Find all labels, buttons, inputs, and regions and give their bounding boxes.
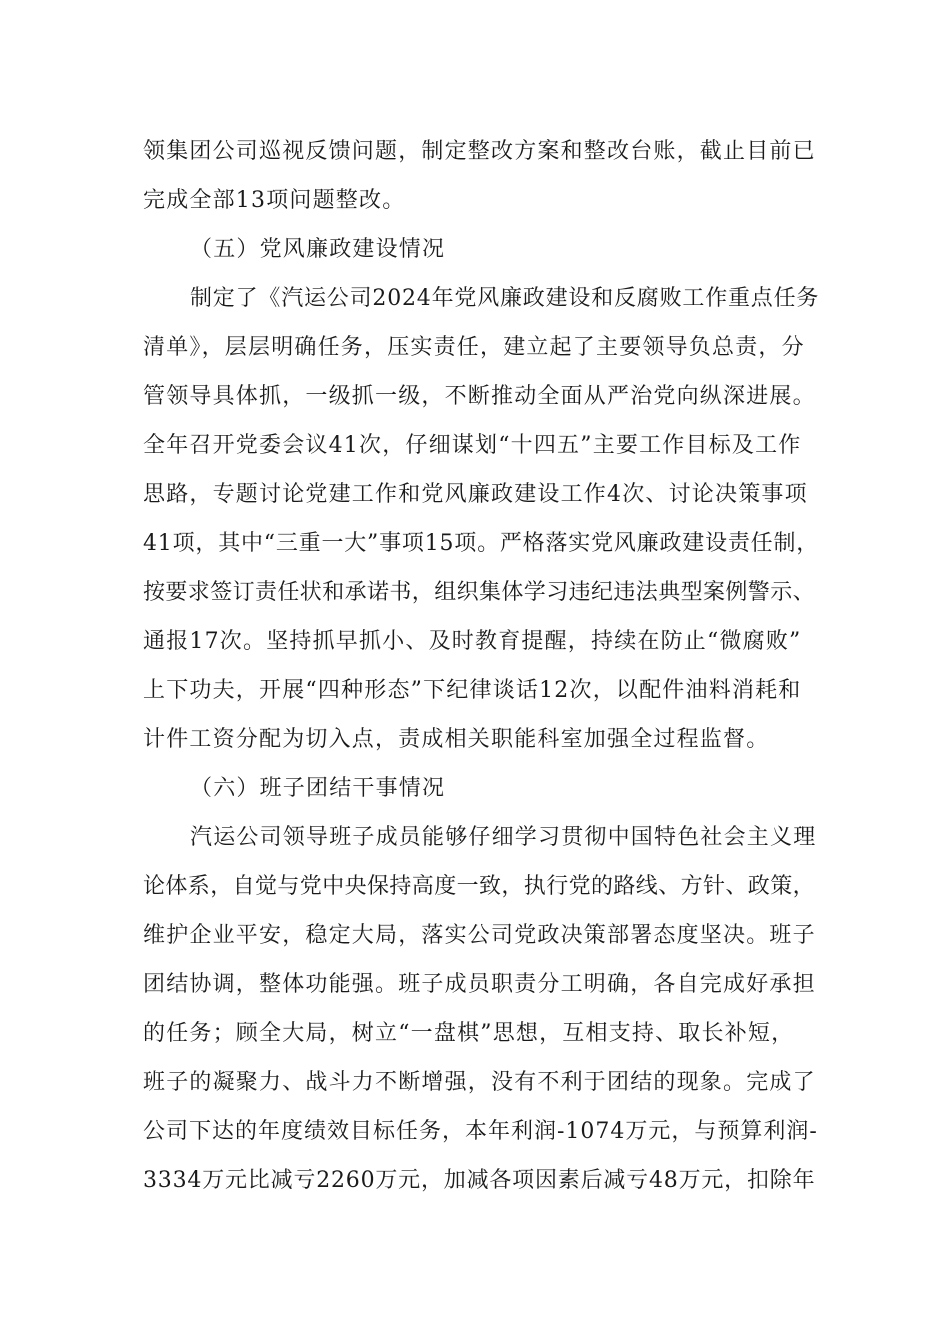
text-line: 领集团公司巡视反馈问题，制定整改方案和整改台账，截止目前已 xyxy=(143,139,816,164)
text-line: 管领导具体抓，一级抓一级，不断推动全面从严治党向纵深进展。 xyxy=(143,384,816,409)
text-line: 团结协调，整体功能强。班子成员职责分工明确，各自完成好承担 xyxy=(143,972,816,997)
text-line: 公司下达的年度绩效目标任务，本年利润-1074万元，与预算利润- xyxy=(143,1119,818,1144)
paragraph-start: 制定了《汽运公司2024年党风廉政建设和反腐败工作重点任务 xyxy=(190,286,820,311)
text-line: 41项，其中“三重一大”事项15项。严格落实党风廉政建设责任制， xyxy=(143,531,820,556)
section-heading-6: （六）班子团结干事情况 xyxy=(190,776,446,801)
paragraph-start: 汽运公司领导班子成员能够仔细学习贯彻中国特色社会主义理 xyxy=(190,825,817,850)
text-line: 完成全部13项问题整改。 xyxy=(143,188,406,213)
text-line: 清单》，层层明确任务，压实责任，建立起了主要领导负总责，分 xyxy=(143,335,805,360)
text-line: 计件工资分配为切入点，责成相关职能科室加强全过程监督。 xyxy=(143,727,770,752)
text-line: 思路，专题讨论党建工作和党风廉政建设工作4次、讨论决策事项 xyxy=(143,482,808,507)
text-line: 的任务；顾全大局，树立“一盘棋”思想，互相支持、取长补短， xyxy=(143,1021,795,1046)
text-line: 论体系，自觉与党中央保持高度一致，执行党的路线、方针、政策， xyxy=(143,874,816,899)
text-line: 3334万元比减亏2260万元，加减各项因素后减亏48万元，扣除年 xyxy=(143,1168,816,1193)
text-line: 通报17次。坚持抓早抓小、及时教育提醒，持续在防止“微腐败” xyxy=(143,629,802,654)
text-line: 维护企业平安，稳定大局，落实公司党政决策部署态度坚决。班子 xyxy=(143,923,816,948)
text-line: 班子的凝聚力、战斗力不断增强，没有不利于团结的现象。完成了 xyxy=(143,1070,816,1095)
section-heading-5: （五）党风廉政建设情况 xyxy=(190,237,446,262)
text-line: 按要求签订责任状和承诺书，组织集体学习违纪违法典型案例警示、 xyxy=(143,580,816,605)
text-line: 全年召开党委会议41次，仔细谋划“十四五”主要工作目标及工作 xyxy=(143,433,802,458)
text-line: 上下功夫，开展“四种形态”下纪律谈话12次，以配件油料消耗和 xyxy=(143,678,802,703)
